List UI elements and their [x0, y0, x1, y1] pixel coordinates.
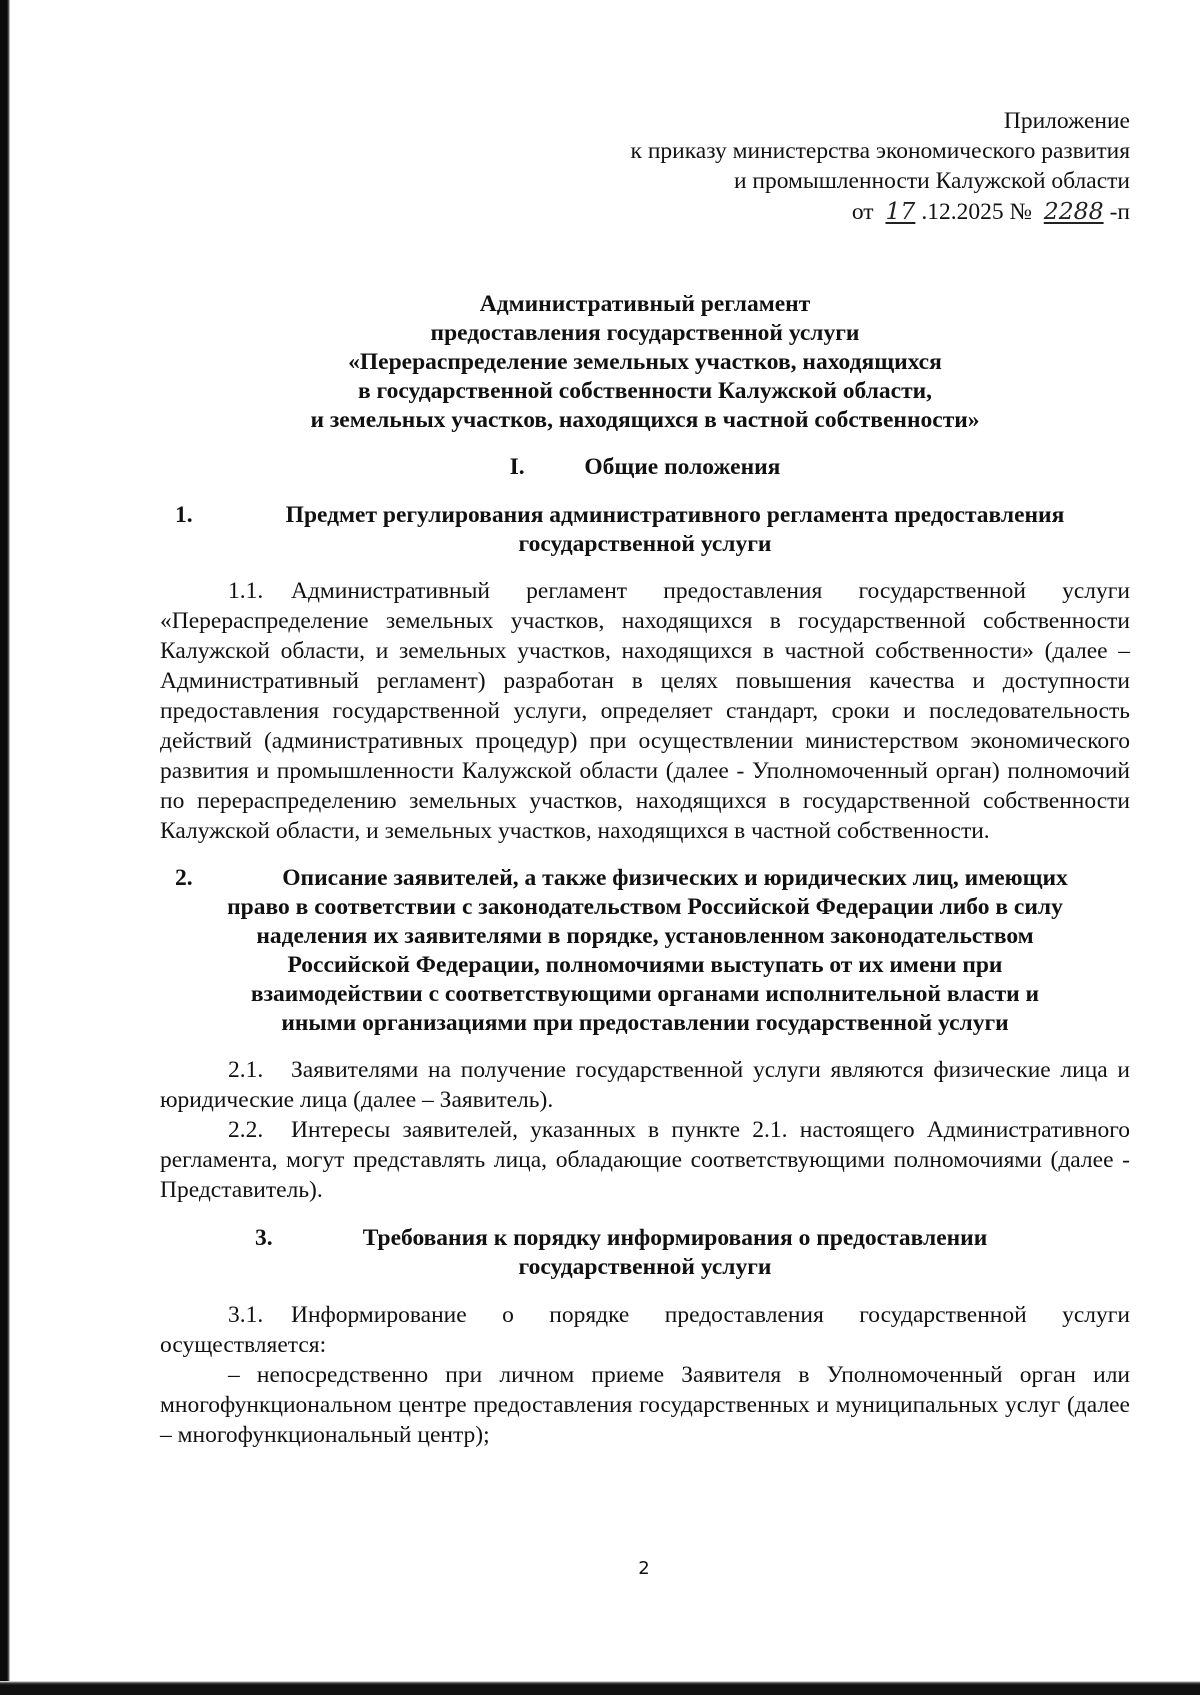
handwritten-day: 17	[885, 197, 916, 225]
approval-line-1: Приложение	[1003, 108, 1130, 134]
heading-1-line-2: государственной услуги	[518, 531, 772, 557]
approval-line-3: и промышленности Калужской области	[733, 168, 1130, 194]
title-line-1: Административный регламент	[479, 291, 811, 317]
page-number: 2	[638, 1558, 650, 1579]
heading-2-line-2: право в соответствии с законодательством Российской Федерации либо в силу	[227, 894, 1063, 920]
heading-2-line-4: Российской Федерации, полномочиями выступать от их имени при	[287, 952, 1003, 978]
heading-3-line-1: Требования к порядку информирования о предоставлении	[362, 1225, 988, 1251]
heading-3-line-2: государственной услуги	[518, 1254, 772, 1280]
approval-block	[160, 106, 1130, 227]
handwritten-order-number: 2288	[1043, 197, 1104, 225]
paragraph-2-1-number: 2.1.	[228, 1057, 264, 1083]
scan-left-edge	[0, 0, 10, 1695]
scan-bottom-edge	[0, 1681, 1200, 1695]
approval-date-line	[160, 196, 1130, 227]
heading-1-number: 1.	[175, 502, 193, 528]
date-prefix: от	[851, 199, 874, 225]
paragraph-3-1-text: Информирование о порядке предоставления государственной услуги осуществляется:	[160, 1302, 1130, 1358]
approval-line-2: к приказу министерства экономического развития	[630, 138, 1130, 164]
paragraph-2-2-number: 2.2.	[228, 1117, 264, 1143]
title-line-3: «Перераспределение земельных участков, находящихся	[348, 349, 942, 375]
title-line-2: предоставления государственной услуги	[430, 320, 860, 346]
paragraph-2-1	[160, 1055, 1130, 1115]
paragraph-1-1-number: 1.1.	[228, 578, 264, 604]
paragraph-3-1	[160, 1300, 1130, 1360]
paragraph-1-1	[160, 576, 1130, 846]
section-title: Общие положения	[584, 454, 781, 480]
heading-2-line-3: наделения их заявителями в порядке, установленном законодательством	[256, 923, 1034, 949]
heading-3-number: 3.	[255, 1225, 273, 1251]
heading-1-line-1: Предмет регулирования административного регламента предоставления	[285, 502, 1065, 528]
heading-2	[160, 864, 1130, 1038]
heading-2-line-6: иными организациями при предоставлении государственной услуги	[281, 1010, 1009, 1036]
paragraph-1-1-text: Административный регламент предоставления государственной услуги «Перераспределение земельных участков, находящихся в государственной собственности Калужской области, и земельных участков, находящихся в частной собственности» (далее – Административный регламент) разработан в целях повышения качества и доступности предоставления государственной услуги, определяет стандарт, сроки и последовательность действий (административных процедур) при осуществлении министерством экономического развития и промышленности Калужской области (далее - Уполномоченный орган) полномочий по перераспределению земельных участков, находящихся в государственной собственности Калужской области, и земельных участков, находящихся в частной собственности.	[160, 578, 1130, 844]
document-title	[160, 290, 1130, 435]
paragraph-2-1-text: Заявителями на получение государственной услуги являются физические лица и юридические лица (далее – Заявитель).	[160, 1057, 1130, 1113]
paragraph-2-2	[160, 1115, 1130, 1205]
bullet-item-1: – непосредственно при личном приеме Заявителя в Уполномоченный орган или многофункциональном центре предоставления государственных и муниципальных услуг (далее – многофункциональный центр);	[160, 1362, 1130, 1448]
heading-1	[160, 501, 1130, 559]
title-line-4: в государственной собственности Калужской области,	[357, 378, 933, 404]
paragraph-2-2-text: Интересы заявителей, указанных в пункте 2.1. настоящего Административного регламента, могут представлять лица, обладающие соответствующими полномочиями (далее - Представитель).	[160, 1117, 1130, 1203]
section-heading	[160, 452, 1130, 482]
paragraph-3-1-number: 3.1.	[228, 1302, 264, 1328]
order-suffix: -п	[1109, 199, 1130, 225]
document-page	[160, 106, 1130, 1450]
date-rest: .12.2025 №	[921, 199, 1032, 225]
heading-2-number: 2.	[175, 865, 193, 891]
section-number: I.	[509, 454, 525, 480]
heading-2-line-5: взаимодействии с соответствующими органами исполнительной власти и	[250, 981, 1040, 1007]
heading-2-line-1: Описание заявителей, а также физических и юридических лиц, имеющих	[282, 865, 1068, 891]
title-line-5: и земельных участков, находящихся в частной собственности»	[310, 407, 980, 433]
heading-3	[160, 1224, 1130, 1282]
